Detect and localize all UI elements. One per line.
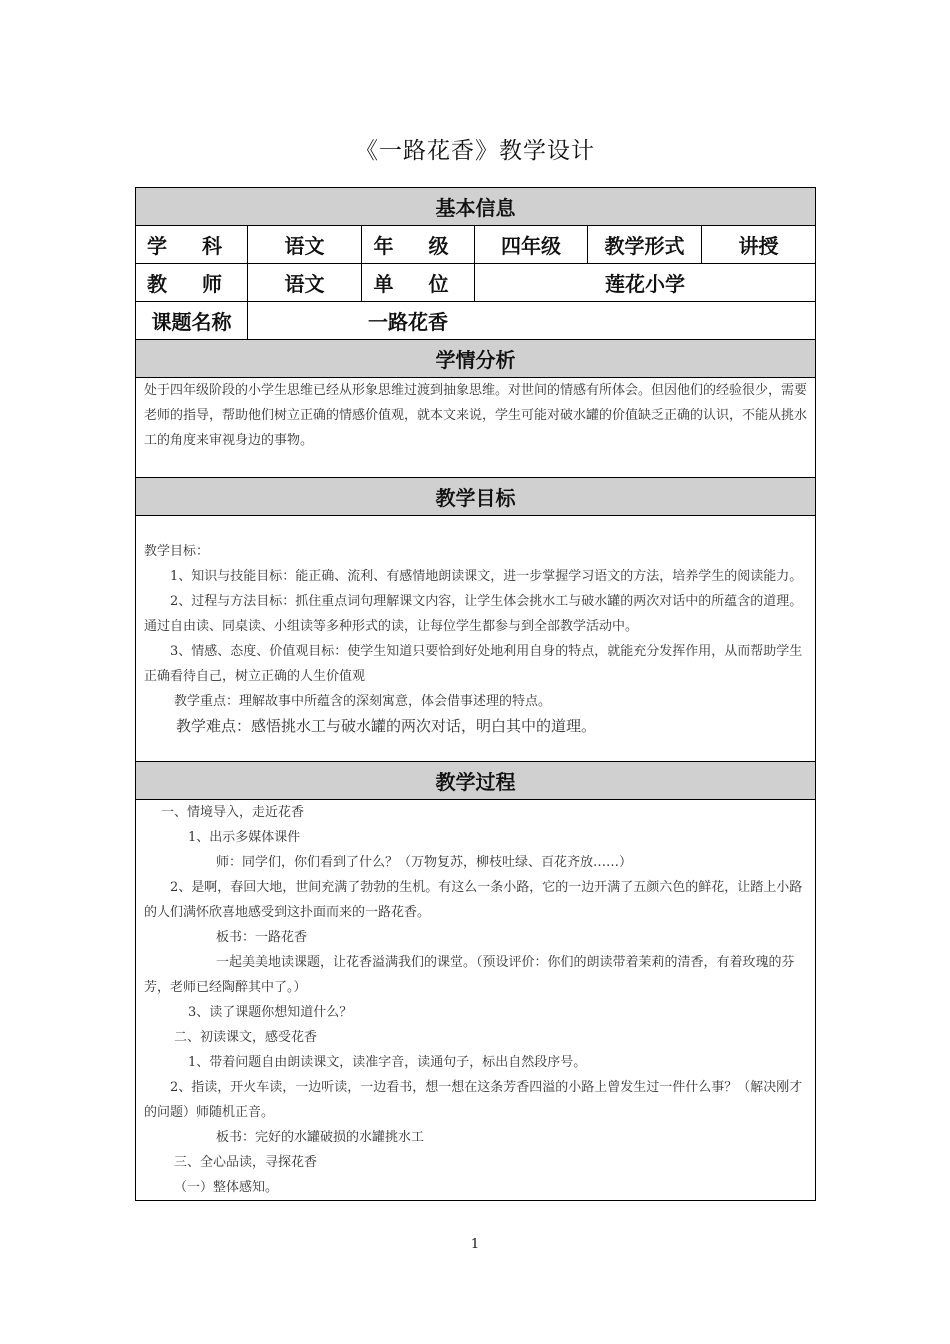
process-line-2: 1、出示多媒体课件	[188, 830, 301, 845]
teaching-difficult-point: 教学难点：感悟挑水工与破水罐的两次对话，明白其中的道理。	[176, 717, 597, 735]
goals-intro: 教学目标：	[144, 544, 210, 559]
unit-label: 单 位	[362, 264, 475, 302]
form-label: 教学形式	[588, 226, 702, 264]
grade-value: 四年级	[475, 226, 588, 264]
process-line-3: 师：同学们，你们看到了什么？（万物复苏，柳枝吐绿、百花齐放……）	[216, 855, 633, 870]
process-line-10: 2、指读，开火车读，一边听读，一边看书，想一想在这条芳香四溢的小路上曾发生过一件什么事？（解决刚才的问题）师随机正音。	[144, 1080, 803, 1120]
teaching-key-point: 教学重点：理解故事中所蕴含的深刻寓意，体会借事述理的特点。	[174, 694, 552, 709]
goals-header: 教学目标	[136, 478, 816, 516]
goals-section	[136, 516, 816, 762]
process-line-9: 1、带着问题自由朗读课文，读准字音，读通句子，标出自然段序号。	[188, 1055, 587, 1070]
process-line-7: 3、读了课题你想知道什么？	[188, 1005, 353, 1020]
analysis-section	[136, 378, 816, 478]
analysis-header: 学情分析	[136, 340, 816, 378]
basic-info-header: 基本信息	[136, 188, 816, 226]
process-line-8: 二、初读课文，感受花香	[174, 1030, 318, 1045]
subject-value: 语文	[248, 226, 362, 264]
document-title: 《一路花香》教学设计	[355, 138, 595, 164]
teacher-value: 语文	[248, 264, 362, 302]
subject-label: 学 科	[136, 226, 248, 264]
lesson-label: 课题名称	[136, 302, 248, 340]
process-line-6: 一起美美地读课题，让花香溢满我们的课堂。（预设评价：你们的朗读带着茉莉的清香，有着玫瑰的芬芳，老师已经陶醉其中了。）	[144, 955, 795, 995]
grade-label: 年 级	[362, 226, 475, 264]
process-line-1: 一、情境导入，走近花香	[161, 805, 305, 820]
process-line-5: 板书：一路花香	[216, 930, 308, 945]
teacher-label: 教 师	[136, 264, 248, 302]
process-line-12: 三、全心品读，寻探花香	[174, 1155, 318, 1170]
process-section	[136, 800, 816, 1201]
process-line-4: 2、是啊，春回大地，世间充满了勃勃的生机。有这么一条小路，它的一边开满了五颜六色的鲜花，让踏上小路的人们满怀欣喜地感受到这扑面而来的一路花香。	[144, 880, 803, 920]
lesson-plan-table	[135, 187, 816, 1201]
goal-3: 3、情感、态度、价值观目标：使学生知道只要恰到好处地利用自身的特点，就能充分发挥作用，从而帮助学生正确看待自己，树立正确的人生价值观	[144, 644, 803, 684]
goal-2: 2、过程与方法目标：抓住重点词句理解课文内容，让学生体会挑水工与破水罐的两次对话中的所蕴含的道理。通过自由读、同桌读、小组读等多种形式的读，让每位学生都参与到全部教学活动中。	[144, 594, 803, 634]
page-number: 1	[470, 1237, 480, 1252]
analysis-text: 处于四年级阶段的小学生思维已经从形象思维过渡到抽象思维。对世间的情感有所体会。但因他们的经验很少，需要老师的指导，帮助他们树立正确的情感价值观，就本文来说，学生可能对破水罐的价值缺乏正确的认识，不能从挑水工的角度来审视身边的事物。	[144, 383, 808, 448]
form-value: 讲授	[702, 226, 816, 264]
process-line-11: 板书：完好的水罐破损的水罐挑水工	[216, 1130, 425, 1145]
lesson-value: 一路花香	[248, 302, 816, 340]
unit-value: 莲花小学	[475, 264, 816, 302]
goal-1: 1、知识与技能目标：能正确、流利、有感情地朗读课文，进一步掌握学习语文的方法，培养学生的阅读能力。	[170, 569, 803, 584]
process-line-13: （一）整体感知。	[174, 1180, 279, 1195]
process-header: 教学过程	[136, 762, 816, 800]
